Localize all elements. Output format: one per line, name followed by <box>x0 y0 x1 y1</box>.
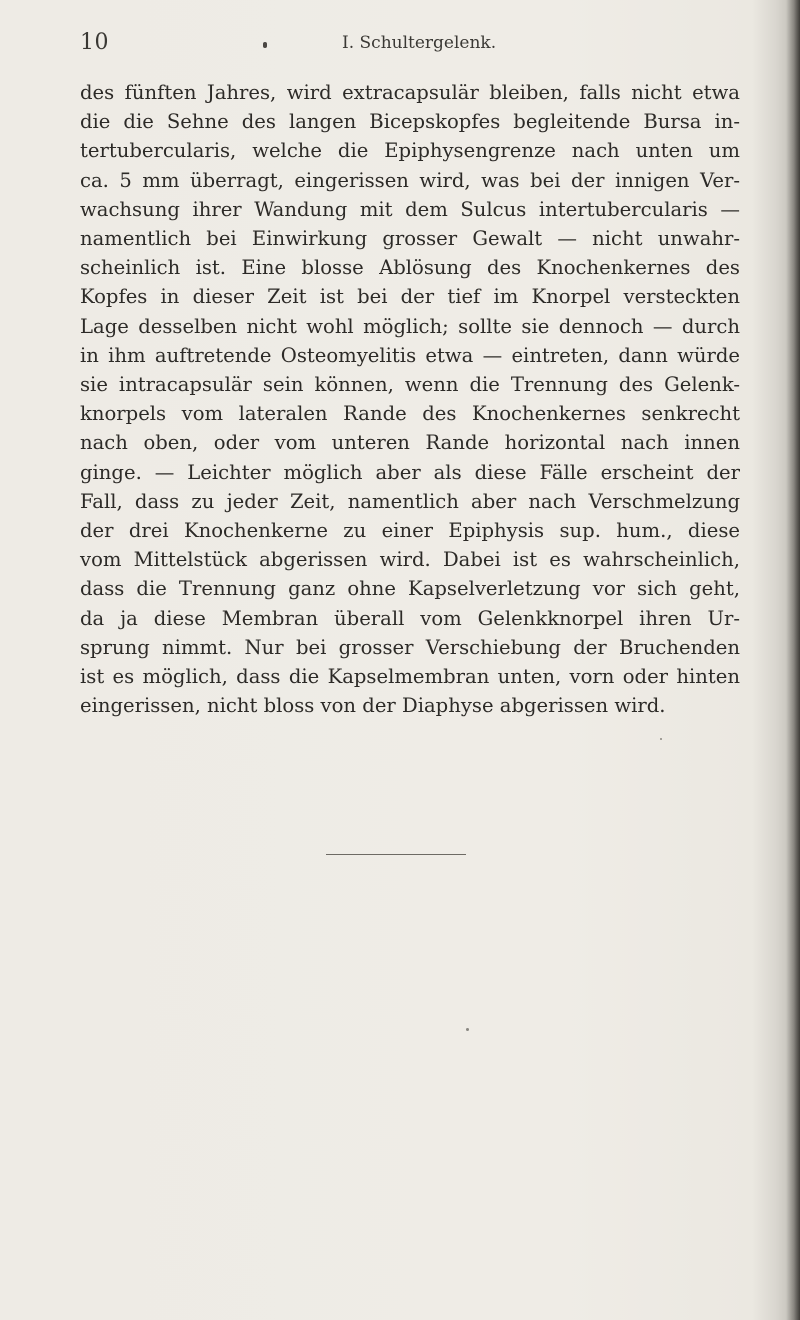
text-line: sie intracapsulär sein können, wenn die Trennung des Gelenk- <box>80 373 740 397</box>
text-line: wachsung ihrer Wandung mit dem Sulcus intertubercularis — <box>80 197 740 221</box>
text-line: des fünften Jahres, wird extracapsulär bleiben, falls nicht etwa <box>80 81 740 104</box>
text-line: Lage desselben nicht wohl möglich; sollte sie dennoch — durch <box>80 314 740 338</box>
text-line: Kopfes in dieser Zeit ist bei der tief im Knorpel versteckten <box>80 285 740 309</box>
text-line: vom Mittelstück abgerissen wird. Dabei ist es wahrscheinlich, <box>80 548 740 572</box>
text-line: der drei Knochenkerne zu einer Epiphysis sup. hum., diese <box>80 519 740 543</box>
text-line: knorpels vom lateralen Rande des Knochenkernes senkrecht <box>80 402 740 426</box>
text-line: namentlich bei Einwirkung grosser Gewalt — nicht unwahr- <box>80 227 740 251</box>
text-line: sprung nimmt. Nur bei grosser Verschiebung der Bruchenden <box>80 635 740 659</box>
running-title: I. Schultergelenk. <box>342 33 497 53</box>
text-line: dass die Trennung ganz ohne Kapselverletzung vor sich geht, <box>80 577 740 601</box>
page-edge-shadow <box>786 0 800 1320</box>
text-line: ist es möglich, dass die Kapselmembran unten, vorn oder hinten <box>80 665 740 689</box>
body-paragraph <box>80 78 740 720</box>
text-line: Fall, dass zu jeder Zeit, namentlich aber nach Verschmelzung <box>80 489 740 513</box>
text-line: ca. 5 mm überragt, eingerissen wird, was bei der innigen Ver- <box>80 168 740 192</box>
paper-speck <box>466 1028 469 1031</box>
text-line: eingerissen, nicht bloss von der Diaphyse abgerissen wird. <box>80 694 666 718</box>
text-line: in ihm auftretende Osteomyelitis etwa — eintreten, dann würde <box>80 343 740 367</box>
text-line: tertubercularis, welche die Epiphysengrenze nach unten um <box>80 139 740 163</box>
text-line: ginge. — Leichter möglich aber als diese Fälle erscheint der <box>80 460 740 484</box>
running-head <box>80 30 740 58</box>
page-number: 10 <box>80 30 109 55</box>
paper-speck <box>660 738 662 740</box>
text-line: nach oben, oder vom unteren Rande horizontal nach innen <box>80 431 740 455</box>
text-line: die die Sehne des langen Bicepskopfes begleitende Bursa in- <box>80 110 740 134</box>
ink-speck <box>263 42 267 48</box>
text-line: scheinlich ist. Eine blosse Ablösung des Knochenkernes des <box>80 256 740 280</box>
section-end-rule <box>326 854 466 855</box>
text-line: da ja diese Membran überall vom Gelenkknorpel ihren Ur- <box>80 606 740 630</box>
